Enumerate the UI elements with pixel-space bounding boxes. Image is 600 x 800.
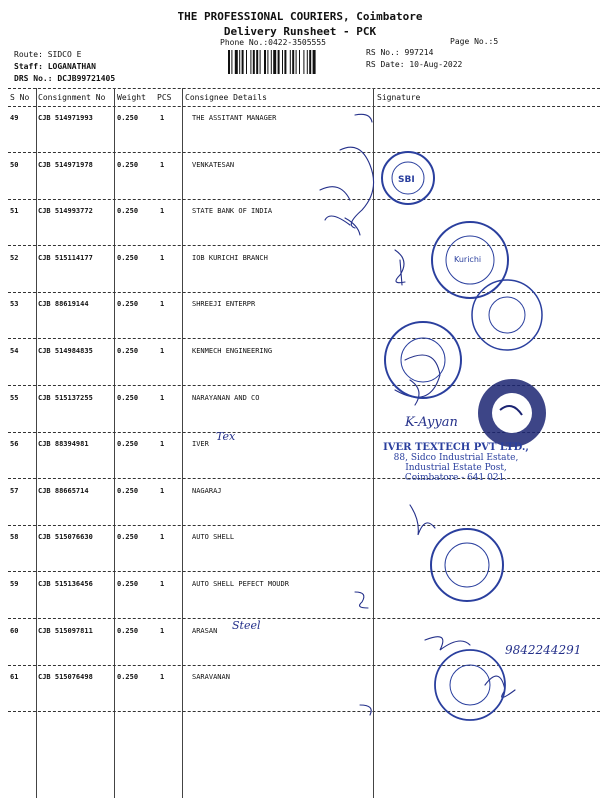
row-consignee: AUTO SHELL — [192, 533, 235, 542]
column-header-signature: Signature — [377, 93, 421, 102]
auto-shell-stamp — [431, 529, 503, 601]
row-consignee: ARASAN — [192, 626, 218, 635]
row-pcs: 1 — [160, 114, 165, 122]
phone-number: Phone No.:0422-3505555 — [220, 38, 326, 47]
svg-text:Kurichi: Kurichi — [454, 255, 482, 264]
rs-date: RS Date: 10-Aug-2022 — [366, 60, 463, 69]
row-consignment: CJB 515076630 — [38, 533, 93, 542]
column-header-sno: S No — [10, 93, 30, 102]
signature-mark — [395, 250, 405, 285]
row-weight: 0.250 — [117, 673, 139, 682]
row-pcs: 1 — [160, 300, 165, 309]
row-sno: 58 — [10, 533, 19, 542]
iver-textech-stamp — [356, 442, 556, 483]
rs-number: RS No.: 997214 — [366, 48, 434, 57]
row-weight: 0.250 — [117, 253, 139, 262]
page-number: Page No.:5 — [450, 37, 499, 46]
row-sno: 61 — [10, 673, 19, 682]
runsheet-title: Delivery Runsheet - PCK — [223, 25, 377, 38]
row-pcs: 1 — [160, 347, 165, 355]
row-consignment: CJB 514984835 — [38, 347, 93, 355]
row-consignment: CJB 515136456 — [38, 580, 93, 588]
row-weight: 0.250 — [117, 486, 139, 495]
row-weight: 0.250 — [117, 347, 139, 355]
row-pcs: 1 — [160, 207, 165, 216]
row-consignee: AUTO SHELL PEFECT MOUDR — [192, 580, 289, 588]
row-consignee: SHREEJI ENTERPR — [192, 300, 256, 309]
row-consignee: SARAVANAN — [192, 673, 230, 682]
private-ltd-stamp — [435, 650, 505, 720]
column-header-weight: Weight — [117, 93, 146, 102]
table-header-rule — [8, 106, 600, 107]
signature-mark — [320, 187, 350, 200]
row-weight: 0.250 — [117, 626, 139, 635]
row-weight: 0.250 — [117, 533, 139, 542]
company-title: THE PROFESSIONAL COURIERS, Coimbatore — [177, 10, 423, 23]
row-sno: 51 — [10, 207, 19, 216]
row-sno: 59 — [10, 580, 19, 588]
barcode — [228, 50, 348, 74]
row-sno: 56 — [10, 440, 19, 449]
row-consignee: THE ASSITANT MANAGER — [192, 114, 277, 122]
row-consignment: CJB 515076498 — [38, 673, 93, 682]
row-sno: 53 — [10, 300, 19, 309]
signature-mark — [355, 592, 368, 608]
row-pcs: 1 — [160, 253, 165, 262]
row-consignment: CJB 88665714 — [38, 486, 89, 495]
row-consignment: CJB 88394981 — [38, 440, 89, 449]
row-sno: 57 — [10, 486, 19, 495]
row-consignment: CJB 515137255 — [38, 393, 93, 402]
row-consignment: CJB 515114177 — [38, 253, 93, 262]
row-consignee: IOB KURICHI BRANCH — [192, 253, 268, 262]
row-consignment: CJB 514993772 — [38, 207, 93, 216]
row-sno: 54 — [10, 347, 19, 355]
signature-mark — [410, 505, 435, 535]
row-pcs: 1 — [160, 626, 165, 635]
svg-text:SBI: SBI — [398, 175, 415, 185]
row-pcs: 1 — [160, 160, 165, 169]
row-consignee: STATE BANK OF INDIA — [192, 207, 273, 216]
column-header-pcs: PCS — [157, 93, 172, 102]
row-sno: 49 — [10, 114, 19, 122]
handwritten-name: K-Ayyan — [405, 415, 458, 430]
narayanan-stamp — [478, 379, 546, 447]
stamp-line: IVER TEXTECH PVT LTD., — [383, 442, 529, 453]
row-sno: 50 — [10, 160, 19, 169]
row-pcs: 1 — [160, 580, 165, 588]
handwritten-phone: 9842244291 — [505, 643, 582, 657]
column-divider — [182, 88, 183, 798]
row-pcs: 1 — [160, 673, 165, 682]
row-weight: 0.250 — [117, 580, 139, 588]
row-weight: 0.250 — [117, 393, 139, 402]
stamp-line: 88, Sidco Industrial Estate, — [393, 453, 519, 463]
kenmech-stamp — [385, 322, 461, 398]
row-weight: 0.250 — [117, 440, 139, 449]
staff: Staff: LOGANATHAN — [14, 62, 96, 71]
column-header-consignment: Consignment No — [38, 93, 106, 102]
column-divider — [36, 88, 37, 798]
column-header-consignee: Consignee Details — [185, 93, 267, 102]
signature-mark — [360, 705, 371, 715]
row-weight: 0.250 — [117, 160, 139, 169]
drs-number: DRS No.: DCJB99721405 — [14, 74, 116, 83]
row-consignee: KENMECH ENGINEERING — [192, 347, 273, 355]
stamp-line: Industrial Estate Post, — [405, 463, 507, 473]
sbi-stamp — [382, 152, 434, 204]
row-consignee: IVER — [192, 440, 209, 449]
row-weight: 0.250 — [117, 114, 139, 122]
row-weight: 0.250 — [117, 300, 139, 309]
row-sno: 55 — [10, 393, 19, 402]
stamp-line: Coimbatore - 641 021. — [404, 473, 508, 483]
row-consignment: CJB 514971978 — [38, 160, 93, 169]
row-consignee: NAGARAJ — [192, 486, 222, 495]
row-weight: 0.250 — [117, 207, 139, 216]
row-pcs: 1 — [160, 393, 165, 402]
row-consignment: CJB 514971993 — [38, 114, 93, 122]
row-consignment: CJB 515097811 — [38, 626, 93, 635]
shreeji-stamp — [472, 280, 542, 350]
handwritten-note: Steel — [232, 619, 261, 632]
table-top-rule — [8, 88, 600, 89]
signature-mark — [425, 637, 470, 650]
row-consignment: CJB 88619144 — [38, 300, 89, 309]
route: Route: SIDCO E — [14, 50, 82, 59]
row-pcs: 1 — [160, 486, 165, 495]
row-sno: 52 — [10, 253, 19, 262]
column-divider — [114, 88, 115, 798]
row-pcs: 1 — [160, 440, 165, 449]
row-sno: 60 — [10, 626, 19, 635]
signature-mark — [325, 114, 374, 228]
handwritten-note: Tex — [216, 430, 236, 443]
row-consignee: NARAYANAN AND CO — [192, 393, 260, 402]
iob-stamp — [432, 222, 508, 298]
row-pcs: 1 — [160, 533, 165, 542]
row-consignee: VENKATESAN — [192, 160, 235, 169]
